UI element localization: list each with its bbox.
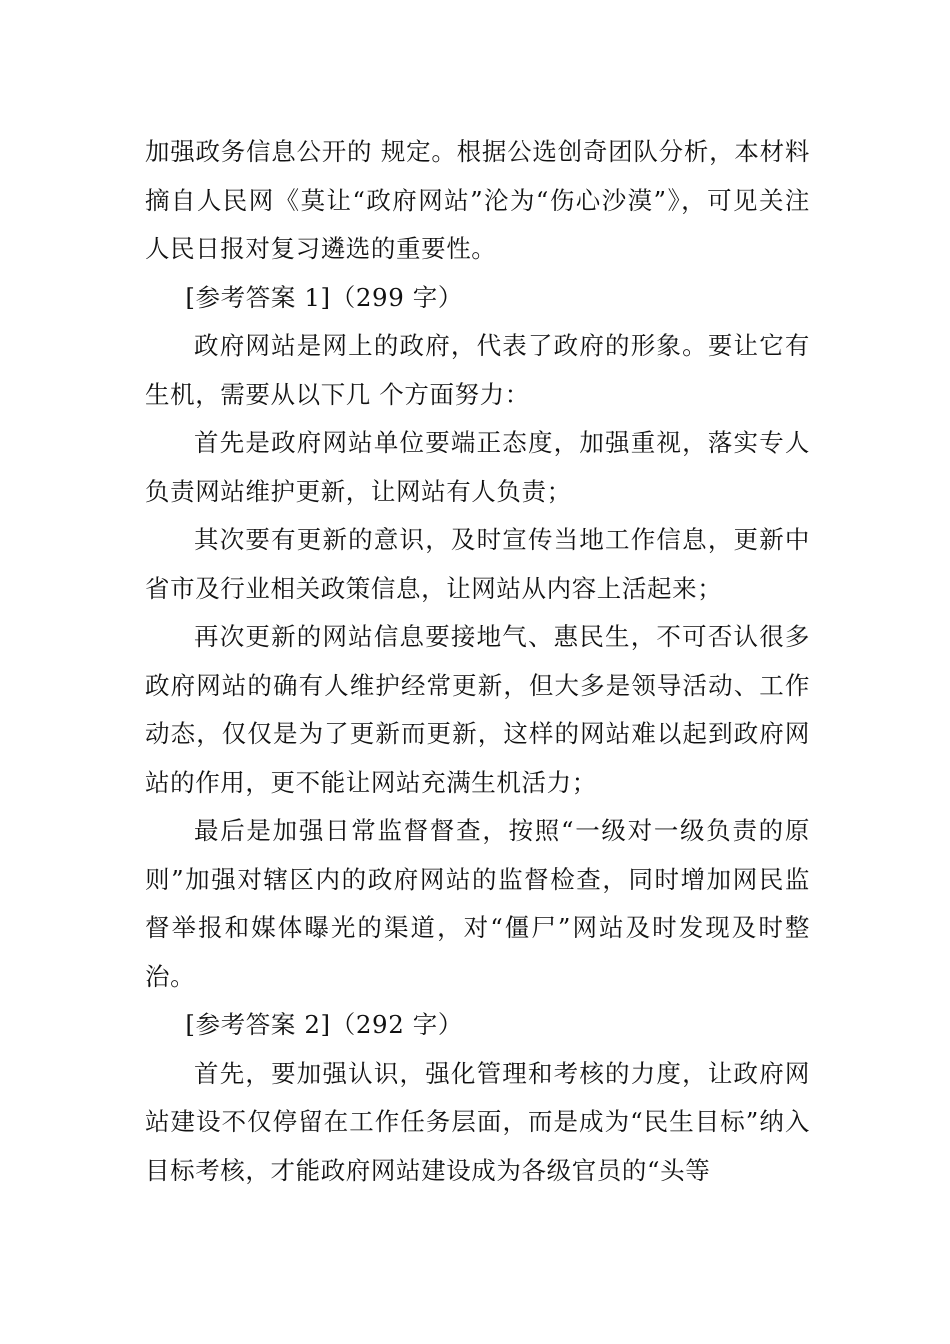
answer-heading-1: [参考答案 1]（299 字）	[185, 282, 463, 312]
paragraph-answer1-lead: 政府网站是网上的政府，代表了政府的形象。要让它有生机，需要从以下几 个方面努力：	[145, 331, 810, 409]
paragraph-answer1-first: 首先是政府网站单位要端正态度，加强重视，落实专人负责网站维护更新，让网站有人负责；	[145, 428, 810, 506]
paragraph-answer1-third: 再次更新的网站信息要接地气、惠民生，不可否认很多政府网站的确有人维护经常更新，但大多是领导活动、工作动态，仅仅是为了更新而更新，这样的网站难以起到政府网站的作用，更不能让网站充满生机活力；	[145, 622, 810, 797]
document-body	[145, 128, 810, 1195]
paragraph-intro: 加强政务信息公开的 规定。根据公选创奇团队分析，本材料摘自人民网《莫让“政府网站”沦为“伤心沙漠”》，可见关注人民日报对复习遴选的重要性。	[145, 137, 810, 263]
paragraph-answer1-last: 最后是加强日常监督督查，按照“一级对一级负责的原则”加强对辖区内的政府网站的监督检查，同时增加网民监督举报和媒体曝光的渠道，对“僵尸”网站及时发现及时整治。	[145, 816, 810, 991]
paragraph-answer2-first: 首先，要加强认识，强化管理和考核的力度，让政府网站建设不仅停留在工作任务层面，而是成为“民生目标”纳入目标考核，才能政府网站建设成为各级官员的“头等	[145, 1058, 810, 1185]
paragraph-answer1-second: 其次要有更新的意识，及时宣传当地工作信息，更新中省市及行业相关政策信息，让网站从内容上活起来；	[145, 525, 810, 603]
answer-heading-2: [参考答案 2]（292 字）	[185, 1010, 463, 1039]
